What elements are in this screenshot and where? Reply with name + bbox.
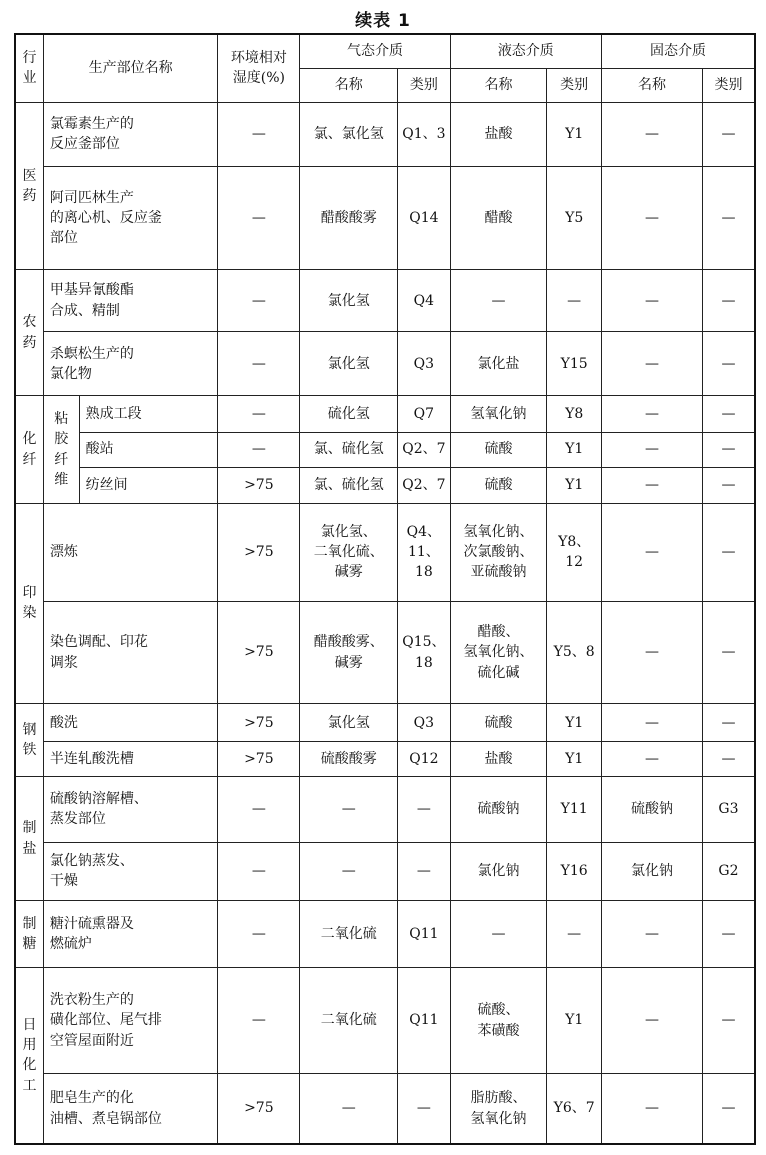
liquid-type-cell: —	[547, 270, 602, 332]
solid-name-cell: —	[602, 432, 703, 467]
liquid-name-cell: —	[450, 270, 547, 332]
table-row	[15, 967, 755, 1073]
gas-name-cell: 醋酸酸雾	[300, 166, 398, 269]
header-gas-name: 名称	[300, 68, 398, 102]
gas-type-cell: Q4	[398, 270, 451, 332]
gas-type-cell: Q1、3	[398, 102, 451, 166]
location-cell: 阿司匹林生产 的离心机、反应釜 部位	[43, 166, 217, 269]
gas-name-cell: 氯、硫化氢	[300, 467, 398, 503]
solid-type-cell: —	[702, 704, 755, 742]
solid-name-cell: —	[602, 967, 703, 1073]
liquid-name-cell: 盐酸	[450, 742, 547, 777]
location-cell: 氯化钠蒸发、 干燥	[43, 842, 217, 900]
gas-name-cell: —	[300, 842, 398, 900]
location-cell: 熟成工段	[79, 396, 218, 432]
liquid-name-cell: 氢氧化钠、 次氯酸钠、 亚硫酸钠	[450, 503, 547, 601]
industry-cell: 制 糖	[15, 900, 43, 967]
location-cell: 纺丝间	[79, 467, 218, 503]
location-cell: 肥皂生产的化 油槽、煮皂锅部位	[43, 1074, 217, 1144]
humidity-cell: —	[218, 967, 300, 1073]
solid-name-cell: —	[602, 270, 703, 332]
subcategory-cell: 粘 胶 纤 维	[43, 396, 79, 503]
humidity-cell: >75	[218, 503, 300, 601]
solid-type-cell: —	[702, 396, 755, 432]
humidity-cell: —	[218, 396, 300, 432]
liquid-type-cell: Y1	[547, 704, 602, 742]
liquid-type-cell: Y1	[547, 967, 602, 1073]
humidity-cell: —	[218, 102, 300, 166]
liquid-name-cell: 醋酸	[450, 166, 547, 269]
humidity-cell: —	[218, 777, 300, 842]
header-industry: 行 业	[15, 34, 43, 102]
solid-name-cell: —	[602, 601, 703, 703]
location-cell: 染色调配、印花 调浆	[43, 601, 217, 703]
liquid-name-cell: 硫酸、 苯磺酸	[450, 967, 547, 1073]
gas-type-cell: Q12	[398, 742, 451, 777]
gas-name-cell: 氯化氢	[300, 332, 398, 396]
solid-name-cell: —	[602, 503, 703, 601]
header-liquid-name: 名称	[450, 68, 547, 102]
industry-cell: 钢 铁	[15, 704, 43, 777]
liquid-type-cell: Y6、7	[547, 1074, 602, 1144]
solid-name-cell: 硫酸钠	[602, 777, 703, 842]
industry-cell: 医 药	[15, 102, 43, 269]
solid-name-cell: —	[602, 742, 703, 777]
location-cell: 酸洗	[43, 704, 217, 742]
solid-type-cell: G2	[702, 842, 755, 900]
gas-type-cell: Q11	[398, 967, 451, 1073]
solid-type-cell: —	[702, 467, 755, 503]
table-row	[15, 432, 755, 467]
humidity-cell: —	[218, 432, 300, 467]
header-solid-name: 名称	[602, 68, 703, 102]
gas-type-cell: —	[398, 842, 451, 900]
gas-name-cell: 氯化氢	[300, 270, 398, 332]
location-cell: 洗衣粉生产的 磺化部位、尾气排 空管屋面附近	[43, 967, 217, 1073]
humidity-cell: >75	[218, 601, 300, 703]
liquid-name-cell: 硫酸	[450, 432, 547, 467]
industry-cell: 日 用 化 工	[15, 967, 43, 1144]
liquid-type-cell: Y8、12	[547, 503, 602, 601]
location-cell: 甲基异氰酸酯 合成、精制	[43, 270, 217, 332]
header-liquid: 液态介质	[450, 34, 601, 68]
solid-type-cell: —	[702, 601, 755, 703]
liquid-type-cell: Y1	[547, 467, 602, 503]
location-cell: 氯霉素生产的 反应釜部位	[43, 102, 217, 166]
table-row	[15, 467, 755, 503]
location-cell: 杀螟松生产的 氯化物	[43, 332, 217, 396]
solid-name-cell: —	[602, 332, 703, 396]
solid-type-cell: —	[702, 1074, 755, 1144]
solid-type-cell: —	[702, 503, 755, 601]
humidity-cell: >75	[218, 704, 300, 742]
liquid-name-cell: 硫酸	[450, 704, 547, 742]
liquid-type-cell: Y5、8	[547, 601, 602, 703]
solid-name-cell: —	[602, 396, 703, 432]
solid-type-cell: —	[702, 166, 755, 269]
liquid-name-cell: —	[450, 900, 547, 967]
industry-cell: 印 染	[15, 503, 43, 704]
gas-type-cell: Q2、7	[398, 432, 451, 467]
solid-name-cell: —	[602, 704, 703, 742]
solid-name-cell: —	[602, 166, 703, 269]
industry-cell: 化 纤	[15, 396, 43, 503]
gas-name-cell: 二氧化硫	[300, 967, 398, 1073]
gas-type-cell: Q2、7	[398, 467, 451, 503]
corrosive-media-table	[14, 33, 756, 1145]
gas-type-cell: Q3	[398, 332, 451, 396]
gas-type-cell: —	[398, 1074, 451, 1144]
location-cell: 糖汁硫熏器及 燃硫炉	[43, 900, 217, 967]
humidity-cell: >75	[218, 742, 300, 777]
liquid-type-cell: Y1	[547, 742, 602, 777]
gas-name-cell: 醋酸酸雾、 碱雾	[300, 601, 398, 703]
liquid-type-cell: Y1	[547, 102, 602, 166]
liquid-name-cell: 氯化盐	[450, 332, 547, 396]
solid-type-cell: —	[702, 967, 755, 1073]
header-gas-type: 类别	[398, 68, 451, 102]
gas-type-cell: Q14	[398, 166, 451, 269]
gas-type-cell: Q11	[398, 900, 451, 967]
header-location: 生产部位名称	[43, 34, 217, 102]
liquid-type-cell: Y5	[547, 166, 602, 269]
header-liquid-type: 类别	[547, 68, 602, 102]
table-title: 续表 1	[355, 11, 411, 31]
solid-name-cell: 氯化钠	[602, 842, 703, 900]
gas-name-cell: 氯、氯化氢	[300, 102, 398, 166]
gas-name-cell: 氯化氢	[300, 704, 398, 742]
humidity-cell: —	[218, 270, 300, 332]
gas-type-cell: Q3	[398, 704, 451, 742]
gas-type-cell: Q7	[398, 396, 451, 432]
header-solid: 固态介质	[602, 34, 756, 68]
header-humidity: 环境相对 湿度(%)	[218, 34, 300, 102]
industry-cell: 农 药	[15, 270, 43, 396]
table-row	[15, 742, 755, 777]
liquid-type-cell: Y11	[547, 777, 602, 842]
table-row	[15, 601, 755, 703]
gas-name-cell: 氯化氢、 二氧化硫、 碱雾	[300, 503, 398, 601]
table-row	[15, 777, 755, 842]
gas-name-cell: 硫酸酸雾	[300, 742, 398, 777]
location-cell: 酸站	[79, 432, 218, 467]
table-row	[15, 900, 755, 967]
gas-name-cell: 二氧化硫	[300, 900, 398, 967]
solid-type-cell: —	[702, 270, 755, 332]
header-solid-type: 类别	[702, 68, 755, 102]
solid-type-cell: —	[702, 432, 755, 467]
liquid-type-cell: —	[547, 900, 602, 967]
humidity-cell: —	[218, 332, 300, 396]
table-row	[15, 166, 755, 269]
table-row	[15, 842, 755, 900]
gas-name-cell: 硫化氢	[300, 396, 398, 432]
humidity-cell: —	[218, 900, 300, 967]
table-row	[15, 1074, 755, 1144]
table-row	[15, 270, 755, 332]
table-row	[15, 102, 755, 166]
location-cell: 半连轧酸洗槽	[43, 742, 217, 777]
table-row	[15, 503, 755, 601]
liquid-name-cell: 硫酸钠	[450, 777, 547, 842]
solid-type-cell: —	[702, 742, 755, 777]
solid-name-cell: —	[602, 102, 703, 166]
table-row	[15, 704, 755, 742]
liquid-type-cell: Y8	[547, 396, 602, 432]
solid-name-cell: —	[602, 1074, 703, 1144]
solid-name-cell: —	[602, 900, 703, 967]
humidity-cell: —	[218, 166, 300, 269]
gas-type-cell: Q4、 11、 18	[398, 503, 451, 601]
industry-cell: 制 盐	[15, 777, 43, 900]
solid-type-cell: —	[702, 102, 755, 166]
solid-type-cell: —	[702, 332, 755, 396]
solid-type-cell: —	[702, 900, 755, 967]
solid-name-cell: —	[602, 467, 703, 503]
liquid-name-cell: 氯化钠	[450, 842, 547, 900]
gas-type-cell: Q15、 18	[398, 601, 451, 703]
liquid-name-cell: 脂肪酸、 氢氧化钠	[450, 1074, 547, 1144]
liquid-name-cell: 氢氧化钠	[450, 396, 547, 432]
gas-name-cell: —	[300, 777, 398, 842]
solid-type-cell: G3	[702, 777, 755, 842]
gas-name-cell: —	[300, 1074, 398, 1144]
table-row	[15, 396, 755, 432]
liquid-name-cell: 醋酸、 氢氧化钠、 硫化碱	[450, 601, 547, 703]
liquid-type-cell: Y16	[547, 842, 602, 900]
humidity-cell: >75	[218, 467, 300, 503]
header-gas: 气态介质	[300, 34, 450, 68]
liquid-type-cell: Y15	[547, 332, 602, 396]
humidity-cell: >75	[218, 1074, 300, 1144]
gas-name-cell: 氯、硫化氢	[300, 432, 398, 467]
location-cell: 漂炼	[43, 503, 217, 601]
location-cell: 硫酸钠溶解槽、 蒸发部位	[43, 777, 217, 842]
humidity-cell: —	[218, 842, 300, 900]
liquid-name-cell: 盐酸	[450, 102, 547, 166]
table-row	[15, 332, 755, 396]
gas-type-cell: —	[398, 777, 451, 842]
liquid-type-cell: Y1	[547, 432, 602, 467]
liquid-name-cell: 硫酸	[450, 467, 547, 503]
